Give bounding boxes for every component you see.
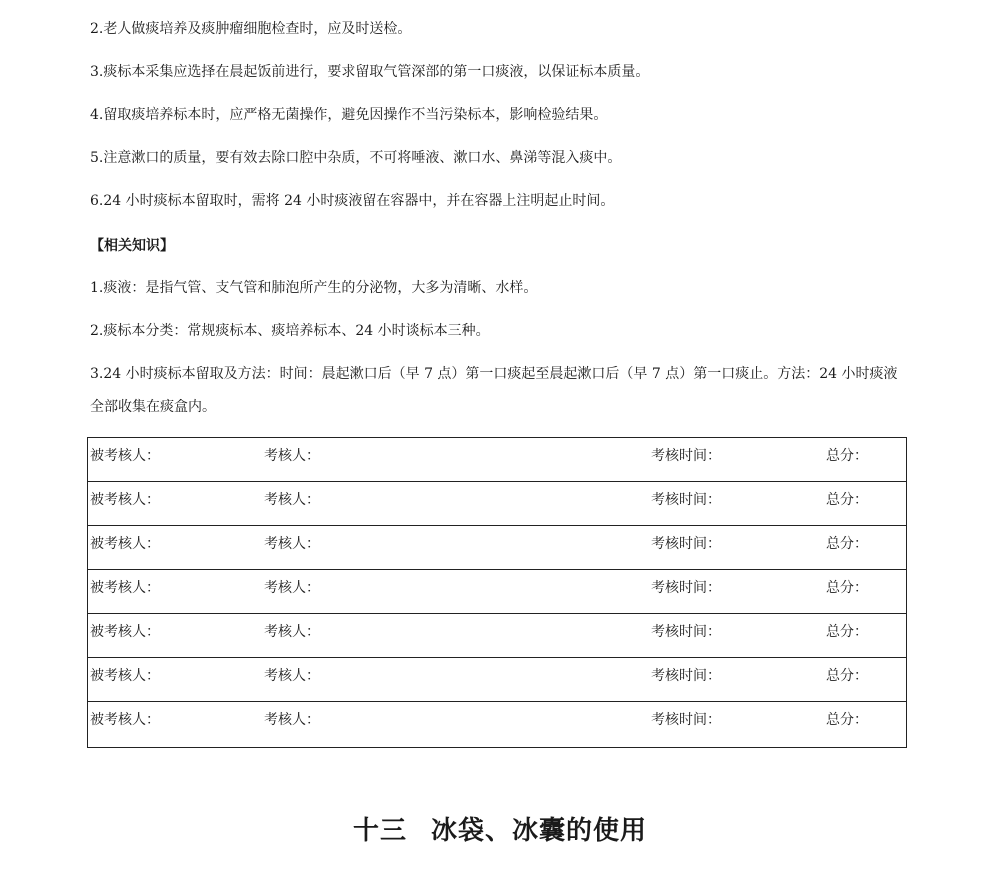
examiner-label: 考核人： <box>264 624 320 640</box>
total-score-label: 总分： <box>826 580 868 596</box>
assessment-time-label: 考核时间： <box>651 448 721 464</box>
examinee-label: 被考核人： <box>90 448 160 464</box>
assessment-time-label: 考核时间： <box>651 536 721 552</box>
examinee-label: 被考核人： <box>90 712 160 728</box>
examinee-label: 被考核人： <box>90 536 160 552</box>
total-score-label: 总分： <box>826 668 868 684</box>
examinee-label: 被考核人： <box>90 492 160 508</box>
note-item-5: 5.注意漱口的质量，要有效去除口腔中杂质，不可将唾液、漱口水、鼻涕等混入痰中。 <box>90 150 622 166</box>
knowledge-item-1: 1.痰液：是指气管、支气管和肺泡所产生的分泌物，大多为清晰、水样。 <box>90 280 538 296</box>
assessment-time-label: 考核时间： <box>651 668 721 684</box>
total-score-label: 总分： <box>826 448 868 464</box>
examiner-label: 考核人： <box>264 668 320 684</box>
total-score-label: 总分： <box>826 624 868 640</box>
examiner-label: 考核人： <box>264 580 320 596</box>
total-score-label: 总分： <box>826 492 868 508</box>
assessment-time-label: 考核时间： <box>651 712 721 728</box>
note-item-6: 6.24 小时痰标本留取时，需将 24 小时痰液留在容器中，并在容器上注明起止时间。 <box>90 193 615 209</box>
total-score-label: 总分： <box>826 536 868 552</box>
examinee-label: 被考核人： <box>90 624 160 640</box>
examinee-label: 被考核人： <box>90 580 160 596</box>
note-item-3: 3.痰标本采集应选择在晨起饭前进行，要求留取气管深部的第一口痰液，以保证标本质量。 <box>90 64 650 80</box>
note-item-4: 4.留取痰培养标本时，应严格无菌操作，避免因操作不当污染标本，影响检验结果。 <box>90 107 608 123</box>
table-row <box>88 702 906 747</box>
table-row <box>88 482 906 526</box>
table-row <box>88 658 906 702</box>
table-row <box>88 526 906 570</box>
assessment-table <box>87 437 907 748</box>
table-row <box>88 614 906 658</box>
note-item-2: 2.老人做痰培养及痰肿瘤细胞检查时，应及时送检。 <box>90 21 412 37</box>
examinee-label: 被考核人： <box>90 668 160 684</box>
assessment-time-label: 考核时间： <box>651 624 721 640</box>
assessment-time-label: 考核时间： <box>651 492 721 508</box>
examiner-label: 考核人： <box>264 492 320 508</box>
table-row <box>88 438 906 482</box>
knowledge-item-3: 3.24 小时痰标本留取及方法：时间：晨起漱口后（早 7 点）第一口痰起至晨起漱口后（早 7 点）第一口痰止。方法：24 小时痰液全部收集在痰盒内。 <box>90 366 898 415</box>
knowledge-heading: 【相关知识】 <box>90 238 174 254</box>
table-row <box>88 570 906 614</box>
knowledge-item-2: 2.痰标本分类：常规痰标本、痰培养标本、24 小时谈标本三种。 <box>90 323 490 339</box>
section-title: 十三 冰袋、冰囊的使用 <box>352 816 648 846</box>
examiner-label: 考核人： <box>264 536 320 552</box>
examiner-label: 考核人： <box>264 712 320 728</box>
assessment-time-label: 考核时间： <box>651 580 721 596</box>
total-score-label: 总分： <box>826 712 868 728</box>
examiner-label: 考核人： <box>264 448 320 464</box>
